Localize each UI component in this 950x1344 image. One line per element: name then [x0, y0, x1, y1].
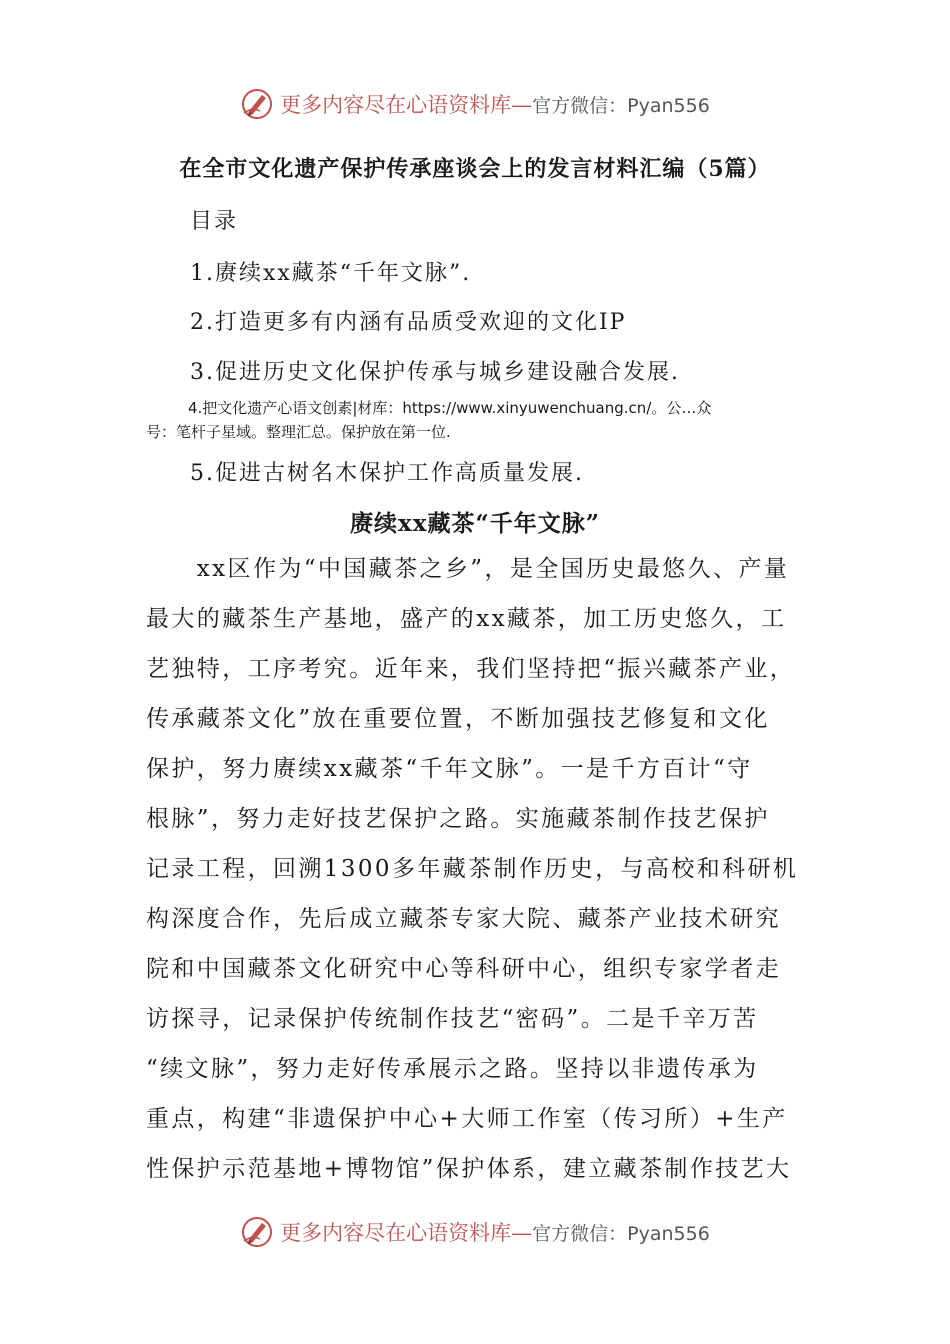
toc-item-4-line-1: 4.把文化遗产心语文创素|材库：https://www.xinyuwenchuang.cn/。公…众	[188, 399, 712, 417]
body-line: 艺独特，工序考究。近年来，我们坚持把“振兴藏茶产业，	[146, 656, 796, 682]
banner-wechat: 官方微信：Pyan556	[532, 1223, 710, 1245]
body-line: 院和中国藏茶文化研究中心等科研中心，组织专家学者走	[146, 956, 781, 982]
banner-text: 更多内容尽在心语资料库—官方微信：Pyan556	[280, 93, 710, 117]
body-line: “续文脉”，努力走好传承展示之路。坚持以非遗传承为	[146, 1056, 759, 1082]
banner-text: 更多内容尽在心语资料库—官方微信：Pyan556	[280, 1221, 710, 1245]
body-line: 传承藏茶文化”放在重要位置，不断加强技艺修复和文化	[146, 706, 770, 732]
body-line: 性保护示范基地+博物馆”保护体系，建立藏茶制作技艺大	[146, 1156, 792, 1182]
section-title: 赓续xx藏茶“千年文脉”	[350, 510, 600, 537]
pen-logo-icon	[240, 1215, 274, 1249]
body-line: 根脉”，努力走好技艺保护之路。实施藏茶制作技艺保护	[146, 806, 770, 832]
header-banner	[0, 84, 950, 124]
toc-heading: 目录	[190, 209, 239, 234]
body-line: 访探寻，记录保护传统制作技艺“密码”。二是千辛万苦	[146, 1006, 759, 1032]
body-line: 构深度合作，先后成立藏茶专家大院、藏茶产业技术研究	[146, 906, 781, 932]
toc-item-3: 3.促进历史文化保护传承与城乡建设融合发展.	[190, 360, 680, 385]
toc-item-1: 1.赓续xx藏茶“千年文脉”.	[190, 261, 472, 286]
toc-item-4-line-2: 号：笔杆子星域。整理汇总。保护放在第一位.	[146, 423, 451, 441]
pen-logo-icon	[240, 87, 274, 121]
body-line: 记录工程，回溯1300多年藏茶制作历史，与高校和科研机	[146, 856, 799, 882]
document-title: 在全市文化遗产保护传承座谈会上的发言材料汇编（5篇）	[179, 156, 771, 182]
toc-item-2: 2.打造更多有内涵有品质受欢迎的文化IP	[190, 310, 627, 335]
toc-item-4	[146, 396, 826, 444]
body-paragraph	[146, 548, 810, 1198]
toc-item-5: 5.促进古树名木保护工作高质量发展.	[190, 461, 584, 486]
body-line: 保护，努力赓续xx藏茶“千年文脉”。一是千方百计“守	[146, 756, 753, 782]
body-line: 重点，构建“非遗保护中心+大师工作室（传习所）+生产	[146, 1106, 788, 1132]
footer-banner	[0, 1212, 950, 1252]
body-line: xx区作为“中国藏茶之乡”，是全国历史最悠久、产量	[146, 556, 790, 582]
banner-wechat: 官方微信：Pyan556	[532, 95, 710, 117]
body-line: 最大的藏茶生产基地，盛产的xx藏茶，加工历史悠久，工	[146, 606, 787, 632]
